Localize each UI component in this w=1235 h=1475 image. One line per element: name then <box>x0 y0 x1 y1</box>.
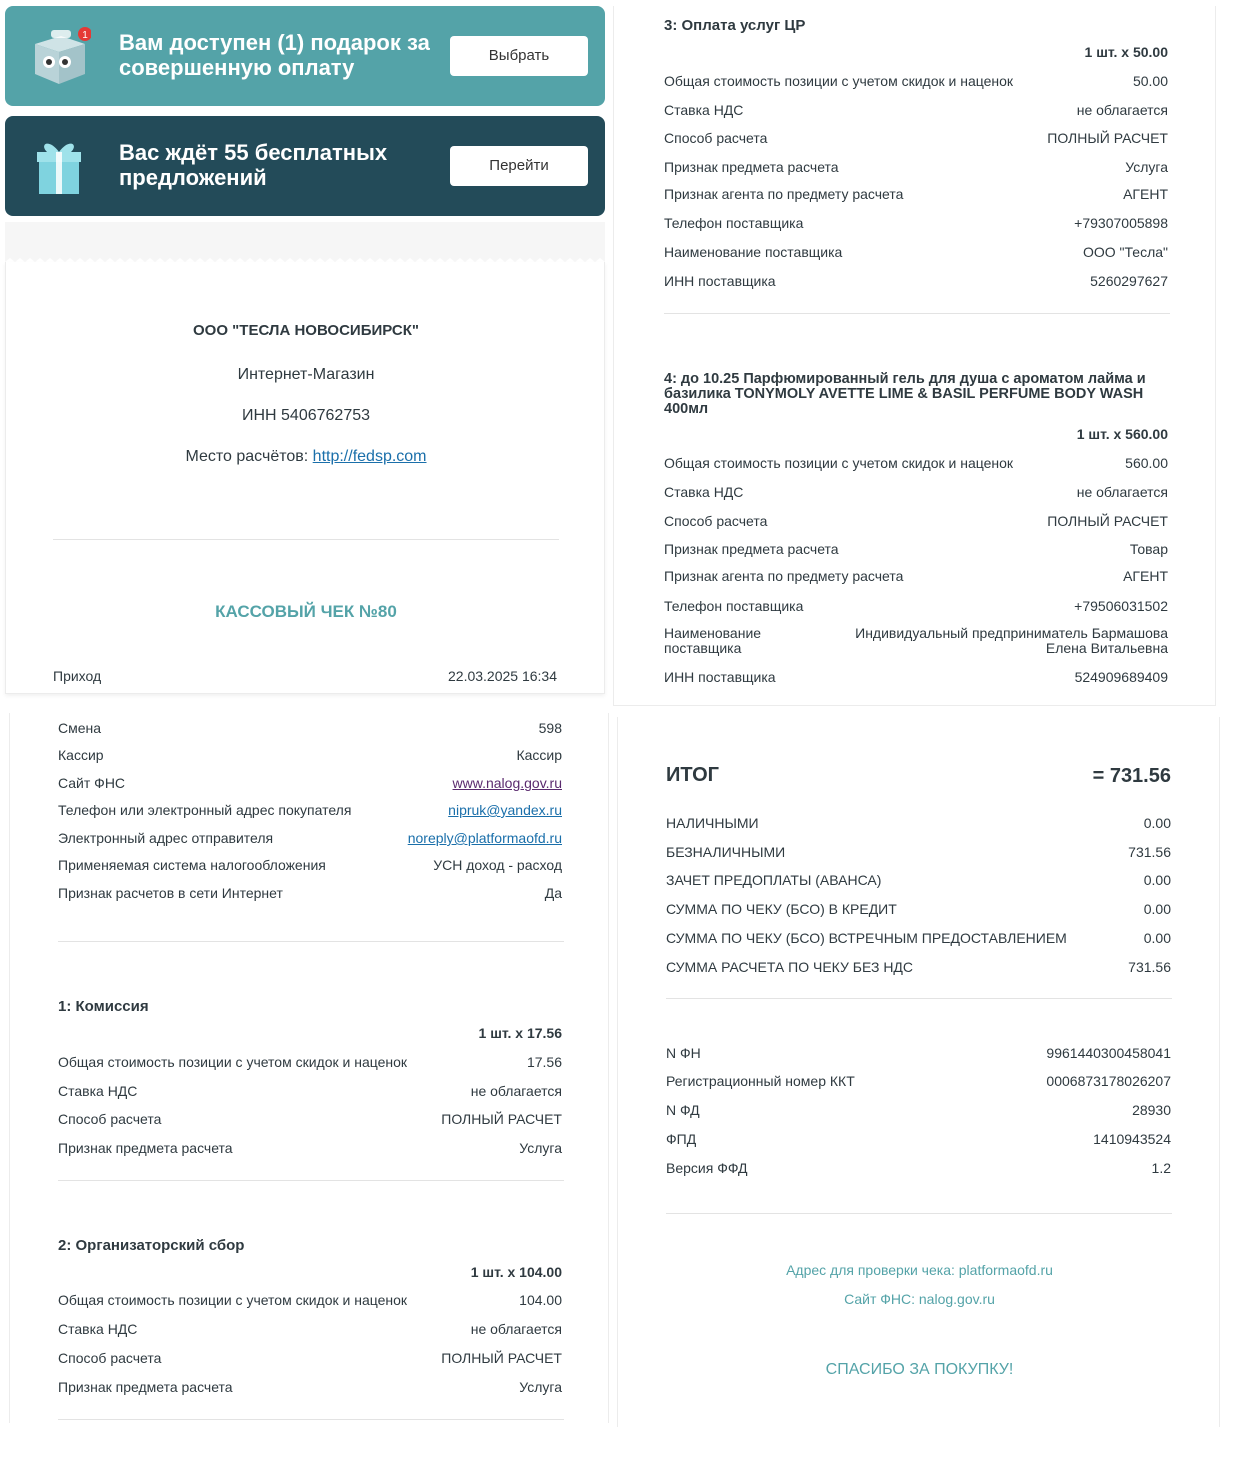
divider <box>666 1213 1172 1214</box>
item-quantity: 1 шт. x 104.00 <box>470 1264 562 1280</box>
item-title: 2: Организаторский сбор <box>58 1237 245 1254</box>
payment-row-label: СУММА ПО ЧЕКУ (БСО) ВСТРЕЧНЫМ ПРЕДОСТАВЛЕНИЕМ <box>666 930 1067 946</box>
cashier-value: Кассир <box>516 747 562 763</box>
internet-sign-label: Признак расчетов в сети Интернет <box>58 885 283 901</box>
item-row-label: Ставка НДС <box>664 484 744 500</box>
buyer-contact-label: Телефон или электронный адрес покупателя <box>58 802 352 818</box>
item-row-value: не облагается <box>1076 102 1168 118</box>
payment-row-value: 0.00 <box>1143 930 1171 946</box>
divider <box>666 998 1172 999</box>
item-row-value: Услуга <box>519 1379 562 1395</box>
gift-box-icon <box>27 24 91 88</box>
item-row-value: Услуга <box>1125 159 1168 175</box>
receipt-totals-panel <box>617 717 1220 1427</box>
receipt-datetime: 22.03.2025 16:34 <box>448 668 557 684</box>
company-name: ООО "ТЕСЛА НОВОСИБИРСК" <box>193 322 419 339</box>
item-row-value: не облагается <box>470 1321 562 1337</box>
gift-banner-text: Вам доступен (1) подарок за совершенную оплату <box>119 30 430 80</box>
item-row-value: не облагается <box>1076 484 1168 500</box>
payment-row-label: СУММА РАСЧЕТА ПО ЧЕКУ БЕЗ НДС <box>666 959 914 975</box>
item-quantity: 1 шт. x 560.00 <box>1076 426 1168 442</box>
item-row-label: Способ расчета <box>58 1111 162 1127</box>
item-row-value: Индивидуальный предприниматель Бармашова Елена Витальевна <box>855 625 1168 656</box>
fiscal-row-value: 0006873178026207 <box>1046 1073 1171 1089</box>
divider <box>58 1419 564 1420</box>
item-row-value: 50.00 <box>1132 73 1168 89</box>
item-row-label: Ставка НДС <box>58 1321 138 1337</box>
item-row-label: Признак предмета расчета <box>58 1379 233 1395</box>
payment-row-value: 0.00 <box>1143 901 1171 917</box>
item-row-value: 104.00 <box>519 1292 562 1308</box>
fiscal-row-value: 9961440300458041 <box>1046 1045 1171 1061</box>
item-quantity: 1 шт. x 17.56 <box>478 1025 562 1041</box>
shift-value: 598 <box>538 720 562 736</box>
fiscal-row-value: 1.2 <box>1151 1160 1171 1176</box>
item-row-value: АГЕНТ <box>1123 186 1168 202</box>
item-row-label: Признак агента по предмету расчета <box>664 568 904 584</box>
payment-row-label: НАЛИЧНЫМИ <box>666 815 759 831</box>
item-row-value: Товар <box>1129 541 1168 557</box>
item-row-value: +79307005898 <box>1074 215 1168 231</box>
item-row-label: Телефон поставщика <box>664 598 804 614</box>
divider <box>58 941 564 942</box>
receipt-info-panel <box>9 713 609 1423</box>
receipt-items-panel <box>613 6 1216 706</box>
payment-row-label: ЗАЧЕТ ПРЕДОПЛАТЫ (АВАНСА) <box>666 872 882 888</box>
thanks-message: СПАСИБО ЗА ПОКУПКУ! <box>825 1361 1014 1378</box>
item-row-label: Наименование поставщика <box>664 244 843 260</box>
divider <box>664 313 1170 314</box>
payment-row-value: 731.56 <box>1128 959 1171 975</box>
receipt-title: КАССОВЫЙ ЧЕК №80 <box>215 602 397 621</box>
buyer-contact-link[interactable]: nipruk@yandex.ru <box>448 802 562 818</box>
item-row-label: Наименование поставщика <box>664 625 762 656</box>
item-row-label: Способ расчета <box>664 513 768 529</box>
gift-badge: 1 <box>82 30 88 41</box>
receipt-header-panel <box>5 262 605 694</box>
payment-place-link[interactable]: http://fedsp.com <box>312 448 427 465</box>
tax-system-label: Применяемая система налогообложения <box>58 857 326 873</box>
item-row-value: ПОЛНЫЙ РАСЧЕТ <box>1047 513 1168 529</box>
choose-gift-button[interactable]: Выбрать <box>450 36 588 76</box>
offers-banner-text: Вас ждёт 55 бесплатных предложений <box>119 140 388 190</box>
fns-site-footer: Сайт ФНС: nalog.gov.ru <box>844 1291 995 1307</box>
item-row-label: Признак предмета расчета <box>664 541 839 557</box>
item-row-value: Услуга <box>519 1140 562 1156</box>
payment-row-value: 731.56 <box>1128 844 1171 860</box>
fiscal-row-label: N ФН <box>666 1045 701 1061</box>
item-row-label: Общая стоимость позиции с учетом скидок и наценок <box>58 1054 408 1070</box>
tax-system-value: УСН доход - расход <box>433 857 562 873</box>
item-row-value: не облагается <box>470 1083 562 1099</box>
item-row-label: Признак предмета расчета <box>664 159 839 175</box>
item-row-label: Общая стоимость позиции с учетом скидок и наценок <box>664 73 1014 89</box>
fiscal-row-value: 1410943524 <box>1093 1131 1171 1147</box>
item-row-value: ПОЛНЫЙ РАСЧЕТ <box>441 1111 562 1127</box>
item-row-label: Телефон поставщика <box>664 215 804 231</box>
go-offers-button[interactable]: Перейти <box>450 146 588 186</box>
check-address: Адрес для проверки чека: platformaofd.ru <box>786 1262 1053 1278</box>
fiscal-row-label: Версия ФФД <box>666 1160 748 1176</box>
sender-email-link[interactable]: noreply@platformaofd.ru <box>407 830 562 846</box>
item-row-value: 17.56 <box>526 1054 562 1070</box>
shift-label: Смена <box>58 720 102 736</box>
payment-row-label: БЕЗНАЛИЧНЫМИ <box>666 844 786 860</box>
divider <box>53 539 559 540</box>
item-row-label: Общая стоимость позиции с учетом скидок и наценок <box>664 455 1014 471</box>
item-row-value: 524909689409 <box>1074 669 1168 685</box>
payment-place <box>6 448 606 466</box>
company-inn: ИНН 5406762753 <box>241 407 371 424</box>
shop-type: Интернет-Магазин <box>237 366 375 383</box>
gift-icon <box>27 134 91 198</box>
total-label: ИТОГ <box>666 764 719 786</box>
internet-sign-value: Да <box>544 885 562 901</box>
item-row-label: ИНН поставщика <box>664 669 776 685</box>
fns-site-link[interactable]: www.nalog.gov.ru <box>452 775 562 791</box>
item-row-value: +79506031502 <box>1074 598 1168 614</box>
item-row-label: ИНН поставщика <box>664 273 776 289</box>
item-title: 3: Оплата услуг ЦР <box>664 17 806 34</box>
item-row-label: Способ расчета <box>58 1350 162 1366</box>
cashier-label: Кассир <box>58 747 104 763</box>
offers-banner[interactable] <box>5 116 605 216</box>
item-row-value: 5260297627 <box>1090 273 1168 289</box>
fiscal-row-value: 28930 <box>1132 1102 1171 1118</box>
fns-site-label: Сайт ФНС <box>58 775 126 791</box>
operation-type: Приход <box>53 668 102 684</box>
item-row-value: ООО "Тесла" <box>1082 244 1168 260</box>
item-row-label: Признак предмета расчета <box>58 1140 233 1156</box>
item-row-label: Способ расчета <box>664 130 768 146</box>
item-row-label: Ставка НДС <box>664 102 744 118</box>
fiscal-row-label: N ФД <box>666 1102 700 1118</box>
item-row-label: Общая стоимость позиции с учетом скидок и наценок <box>58 1292 408 1308</box>
item-row-label: Ставка НДС <box>58 1083 138 1099</box>
divider <box>58 1180 564 1181</box>
gift-banner[interactable] <box>5 6 605 106</box>
item-row-label: Признак агента по предмету расчета <box>664 186 904 202</box>
item-row-value: ПОЛНЫЙ РАСЧЕТ <box>1047 130 1168 146</box>
sender-email-label: Электронный адрес отправителя <box>58 830 274 846</box>
payment-place-label: Место расчётов: <box>185 448 313 465</box>
payment-row-value: 0.00 <box>1143 815 1171 831</box>
payment-row-value: 0.00 <box>1143 872 1171 888</box>
item-quantity: 1 шт. x 50.00 <box>1084 44 1168 60</box>
fiscal-row-label: Регистрационный номер ККТ <box>666 1073 855 1089</box>
item-title: 1: Комиссия <box>58 998 149 1015</box>
total-value: = 731.56 <box>1092 765 1171 787</box>
item-row-value: ПОЛНЫЙ РАСЧЕТ <box>441 1350 562 1366</box>
item-title: 4: до 10.25 Парфюмированный гель для душа с ароматом лайма и базилика TONYMOLY AVETTE LIME & BASIL PERFUME BODY WASH 400мл <box>664 371 1146 417</box>
payment-row-label: СУММА ПО ЧЕКУ (БСО) В КРЕДИТ <box>666 901 897 917</box>
item-row-value: 560.00 <box>1125 455 1168 471</box>
fiscal-row-label: ФПД <box>666 1131 697 1147</box>
item-row-value: АГЕНТ <box>1123 568 1168 584</box>
